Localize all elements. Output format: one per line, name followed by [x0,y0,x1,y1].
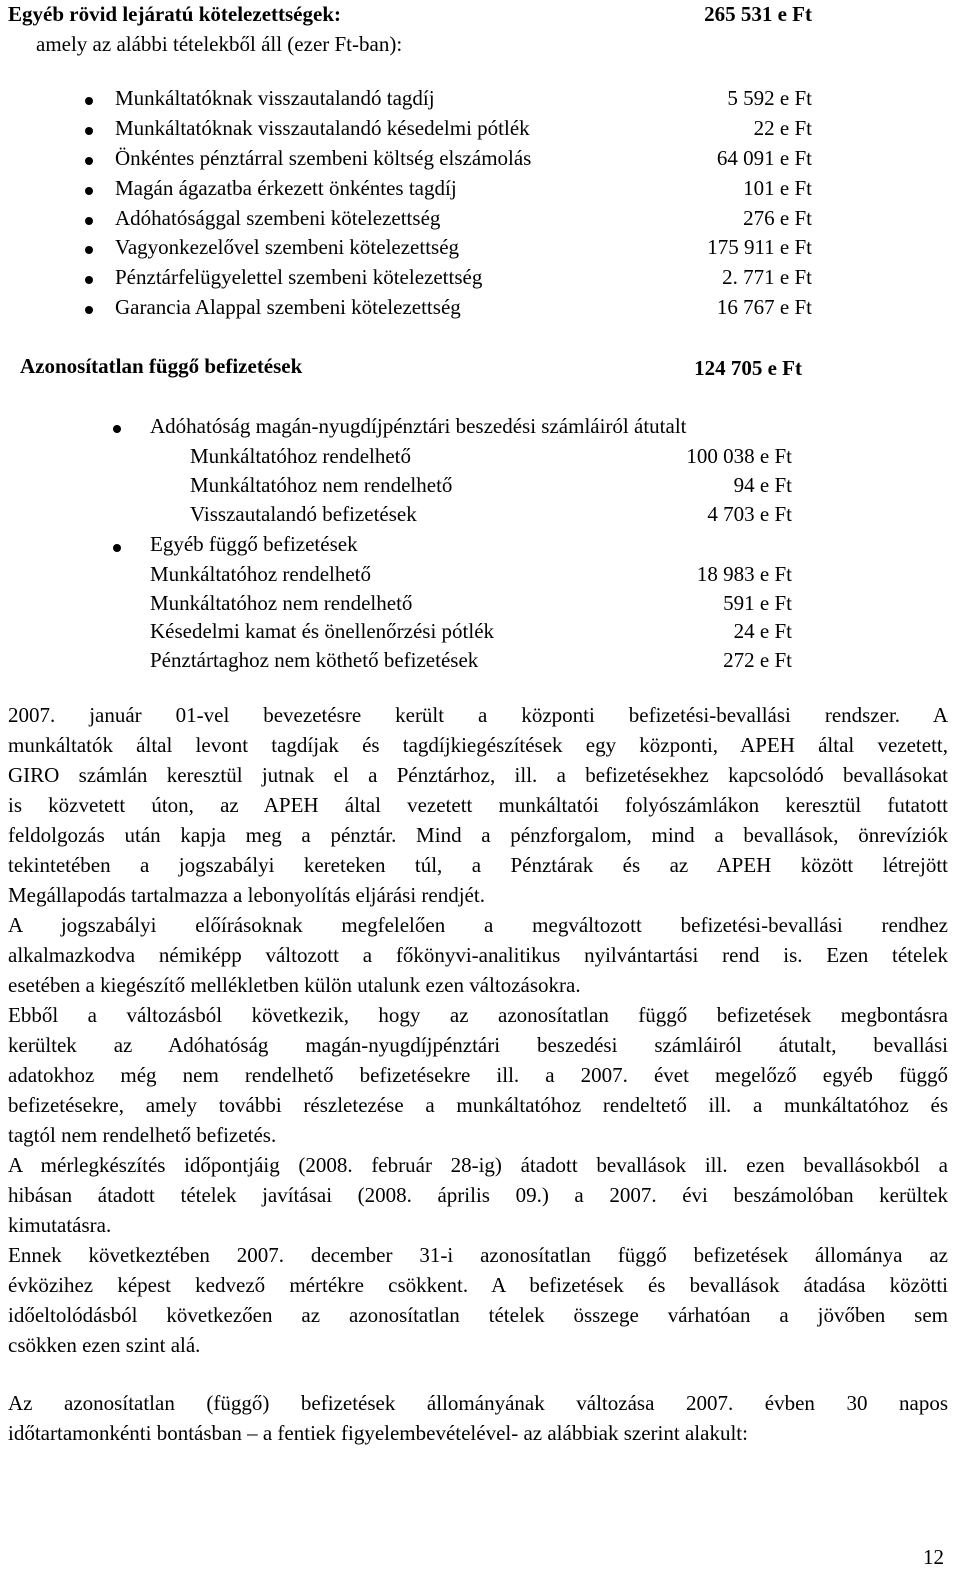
section-subtitle: amely az alábbi tételekből áll (ezer Ft-ban): [36,32,403,56]
row-label: Munkáltatóhoz rendelhető [150,562,372,586]
text-line: Az azonosítatlan (függő) befizetések állományának változása 2007. évben 30 napos [8,1391,948,1415]
text-line: évközihez képest kedvező mértékre csökkent. A befizetések és bevallások átadása közötti [8,1273,948,1297]
text-line: munkáltatók által levont tagdíjak és tagdíjkiegészítések egy központi, APEH által vezetett, [8,733,948,757]
item-label: Magán ágazatba érkezett önkéntes tagdíj [115,176,457,200]
text-line: adatokhoz még nem rendelhető befizetésekre ill. a 2007. évet megelőző egyéb függő [8,1063,948,1087]
bullet-icon [85,306,93,314]
bullet-icon [85,97,93,105]
item-label: Adóhatósággal szembeni kötelezettség [115,206,441,230]
bullet-icon [85,187,93,195]
item-label: Vagyonkezelővel szembeni kötelezettség [115,235,460,259]
item-amount: 276 e Ft [743,206,812,230]
row-label: Munkáltatóhoz rendelhető [190,444,412,468]
text-line: Megállapodás tartalmazza a lebonyolítás eljárási rendjét. [8,883,485,907]
text-line: kimutatásra. [8,1213,112,1237]
item-label: Pénztárfelügyelettel szembeni kötelezettség [115,265,483,289]
row-label: Munkáltatóhoz nem rendelhető [190,473,453,497]
item-amount: 2. 771 e Ft [722,265,812,289]
row-label: Pénztártaghoz nem köthető befizetések [150,648,479,672]
text-line: esetében a kiegészítő mellékletben külön utalunk ezen változásokra. [8,973,581,997]
row-amount: 272 e Ft [723,648,792,672]
bullet-icon [113,425,121,433]
text-line: Ebből a változásból következik, hogy az azonosítatlan függő befizetések megbontásra [8,1003,948,1027]
bullet-icon [85,276,93,284]
row-amount: 18 983 e Ft [696,562,792,586]
row-amount: 100 038 e Ft [686,444,792,468]
text-line: feldolgozás után kapja meg a pénztár. Mind a pénzforgalom, mind a bevallások, önrevíziók [8,823,948,847]
text-line: Ennek következtében 2007. december 31-i azonosítatlan függő befizetések állománya az [8,1243,948,1267]
text-line: A mérlegkészítés időpontjáig (2008. február 28-ig) átadott bevallások ill. ezen bevallásokból a [8,1153,948,1177]
row-amount: 24 e Ft [733,619,792,643]
bullet-icon [85,246,93,254]
paragraph-regulations [8,910,948,1000]
paragraph-change-2007 [8,1388,948,1448]
section-title-unidentified-payments: Azonosítatlan függő befizetések [20,354,303,378]
paragraph-central-system [8,700,948,910]
item-amount: 22 e Ft [753,116,812,140]
text-line: csökken ezen szint alá. [8,1333,201,1357]
section-title-short-term-liabilities: Egyéb rövid lejáratú kötelezettségek: [8,2,341,26]
group-label: Adóhatóság magán-nyugdíjpénztári beszedési számláiról átutalt [150,414,687,438]
section-total-short-term-liabilities: 265 531 e Ft [704,2,812,26]
text-line: alkalmazkodva némiképp változott a főkönyvi-analitikus nyilvántartási rend is. Ezen tételek [8,943,948,967]
text-line: kerültek az Adóhatóság magán-nyugdíjpénztári beszedési számláiról átutalt, bevallási [8,1033,948,1057]
item-amount: 101 e Ft [743,176,812,200]
bullet-icon [85,127,93,135]
item-amount: 175 911 e Ft [707,235,812,259]
item-amount: 64 091 e Ft [716,146,812,170]
row-amount: 591 e Ft [723,591,792,615]
row-label: Munkáltatóhoz nem rendelhető [150,591,413,615]
item-amount: 16 767 e Ft [716,295,812,319]
item-label: Önkéntes pénztárral szembeni költség elszámolás [115,146,532,170]
item-amount: 5 592 e Ft [727,86,812,110]
item-label: Garancia Alappal szembeni kötelezettség [115,295,461,319]
text-line: is közvetett úton, az APEH által vezetett munkáltatói folyószámlákon keresztül futatott [8,793,948,817]
text-line: hibásan átadott tételek javításai (2008. április 09.) a 2007. évi beszámolóban kerültek [8,1183,948,1207]
text-line: időtartamonkénti bontásban – a fentiek figyelembevételével- az alábbiak szerint alakult: [8,1421,748,1445]
bullet-icon [85,217,93,225]
row-label: Visszautalandó befizetések [190,502,417,526]
paragraph-consequence [8,1240,948,1360]
item-label: Munkáltatóknak visszautalandó késedelmi pótlék [115,116,530,140]
text-line: GIRO számlán keresztül jutnak el a Pénztárhoz, ill. a befizetésekhez kapcsolódó bevallásokat [8,763,948,787]
row-amount: 94 e Ft [733,473,792,497]
text-line: A jogszabályi előírásoknak megfelelően a megváltozott befizetési-bevallási rendhez [8,913,948,937]
row-label: Késedelmi kamat és önellenőrzési pótlék [150,619,495,643]
text-line: befizetésekre, amely további részletezése a munkáltatóhoz rendeltető ill. a munkáltatóhoz és [8,1093,948,1117]
paragraph-balance-date [8,1150,948,1240]
text-line: tagtól nem rendelhető befizetés. [8,1123,277,1147]
text-line: 2007. január 01-vel bevezetésre került a központi befizetési-bevallási rendszer. A [8,703,948,727]
page-number: 12 [923,1545,944,1569]
bullet-icon [85,157,93,165]
paragraph-breakdown [8,1000,948,1150]
text-line: időeltolódásból következően az azonosítatlan tételek összege várhatóan a jövőben sem [8,1303,948,1327]
text-line: tekintetében a jogszabályi kereteken túl, a Pénztárak és az APEH között létrejött [8,853,948,877]
bullet-icon [113,544,121,552]
section-total-unidentified-payments: 124 705 e Ft [694,356,802,380]
item-label: Munkáltatóknak visszautalandó tagdíj [115,86,435,110]
group-label: Egyéb függő befizetések [150,532,358,556]
row-amount: 4 703 e Ft [707,502,792,526]
